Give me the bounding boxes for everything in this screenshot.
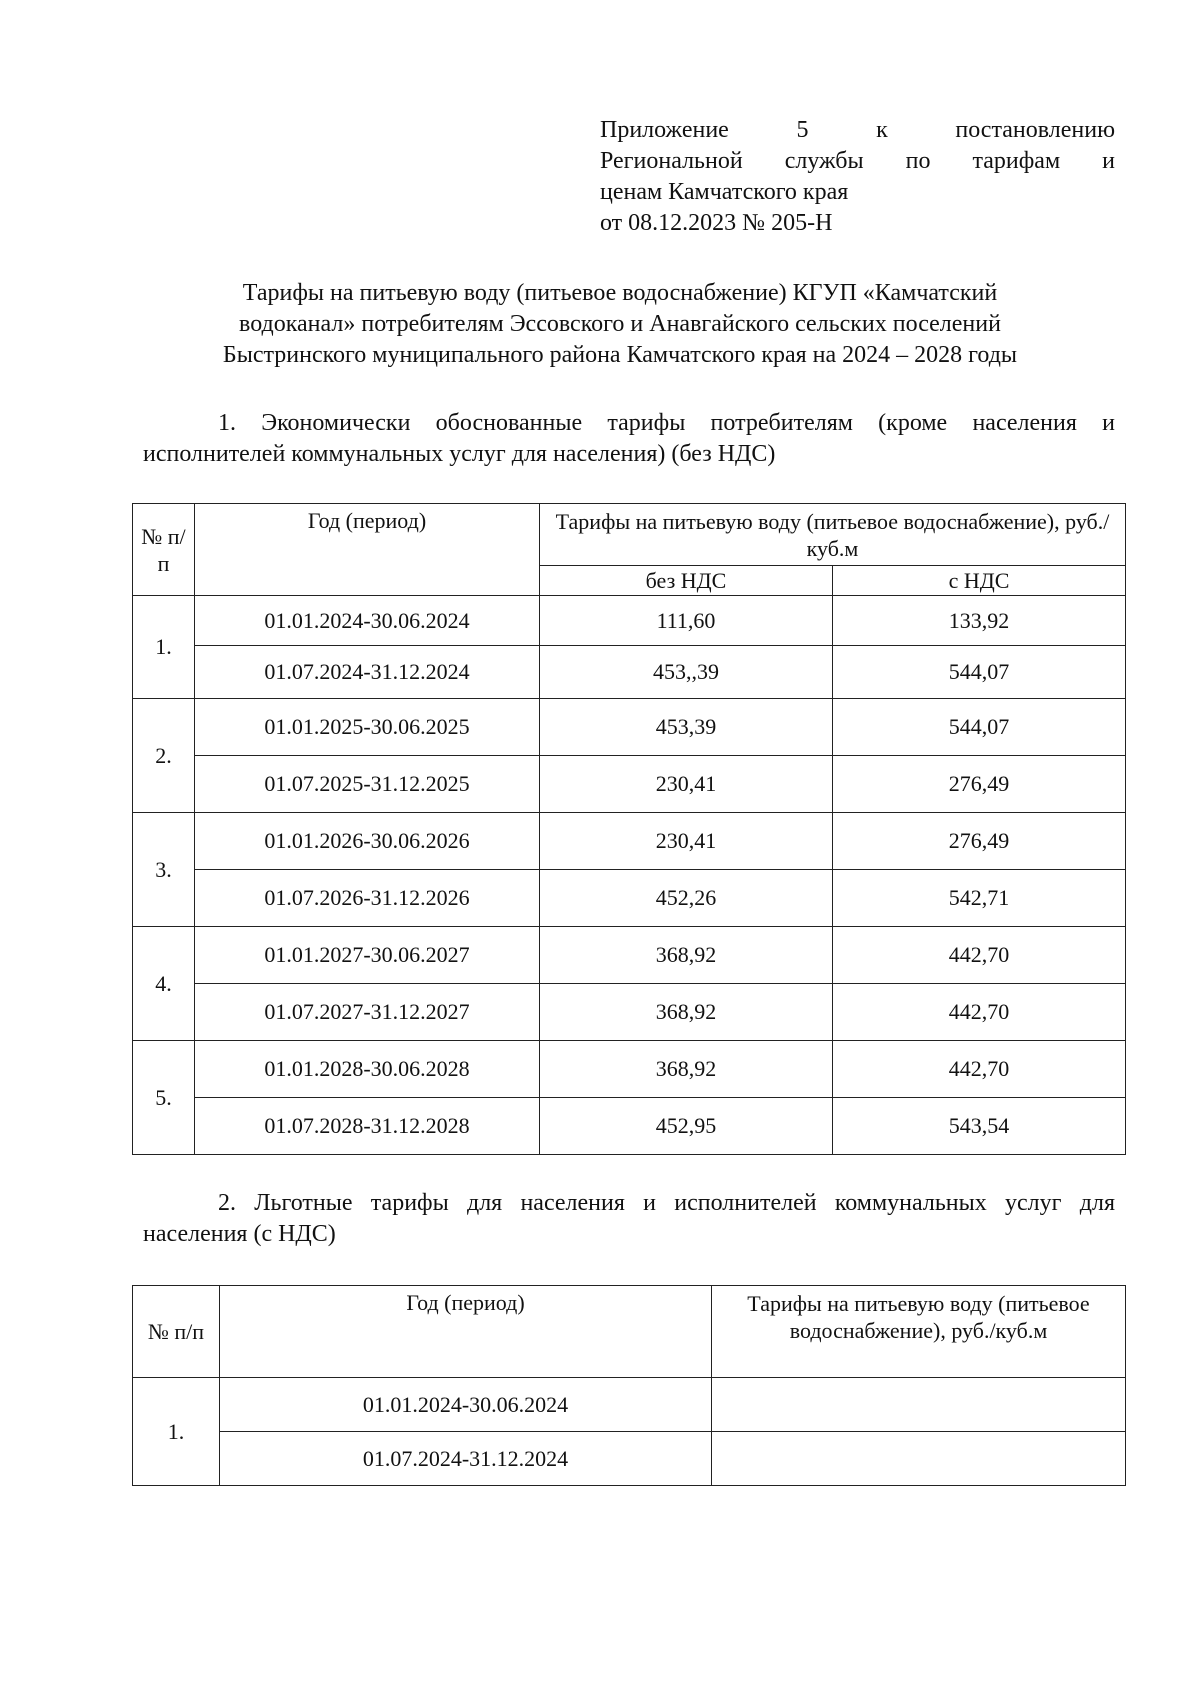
header-num: № п/п	[133, 1286, 220, 1378]
appendix-line-1: Приложение 5 к постановлению	[600, 117, 1115, 143]
period-cell: 01.01.2025-30.06.2025	[195, 699, 540, 756]
tariff-cell	[712, 1432, 1126, 1486]
period-cell: 01.01.2024-30.06.2024	[220, 1378, 712, 1432]
period-cell: 01.01.2026-30.06.2026	[195, 813, 540, 870]
table-row	[133, 1041, 1126, 1098]
row-number: 1.	[133, 1378, 220, 1486]
period-cell: 01.07.2028-31.12.2028	[195, 1098, 540, 1155]
table-row	[133, 813, 1126, 870]
appendix-line-2: Региональной службы по тарифам и	[600, 148, 1115, 174]
row-number: 3.	[133, 813, 195, 927]
document-title	[140, 278, 1100, 371]
header-period: Год (период)	[220, 1286, 712, 1378]
period-cell: 01.01.2027-30.06.2027	[195, 927, 540, 984]
tariff-no-vat-cell: 368,92	[540, 984, 833, 1041]
tariff-vat-cell: 543,54	[833, 1098, 1126, 1155]
table-row	[133, 756, 1126, 813]
table-row	[133, 1098, 1126, 1155]
tariff-no-vat-cell: 368,92	[540, 1041, 833, 1098]
header-num: № п/п	[133, 504, 195, 596]
table-row	[133, 646, 1126, 699]
period-cell: 01.07.2025-31.12.2025	[195, 756, 540, 813]
tariff-no-vat-cell: 368,92	[540, 927, 833, 984]
row-number: 5.	[133, 1041, 195, 1155]
appendix-line-4: от 08.12.2023 № 205-Н	[600, 210, 833, 236]
table-row	[133, 699, 1126, 756]
appendix-line-3: ценам Камчатского края	[600, 179, 849, 205]
table-row	[133, 870, 1126, 927]
tariff-vat-cell: 276,49	[833, 756, 1126, 813]
header-tariff: Тарифы на питьевую воду (питьевое водоснабжение), руб./куб.м	[712, 1286, 1126, 1378]
table-row	[133, 984, 1126, 1041]
row-number: 4.	[133, 927, 195, 1041]
tariff-table-economic	[132, 503, 1126, 1155]
tariff-no-vat-cell: 452,95	[540, 1098, 833, 1155]
title-line-3: Быстринского муниципального района Камчатского края на 2024 – 2028 годы	[222, 342, 1018, 368]
subheader-vat: с НДС	[833, 566, 1126, 596]
period-cell: 01.07.2024-31.12.2024	[195, 646, 540, 699]
subheader-no-vat: без НДС	[540, 566, 833, 596]
table-row	[133, 596, 1126, 646]
tariff-vat-cell: 442,70	[833, 984, 1126, 1041]
header-tariff: Тарифы на питьевую воду (питьевое водоснабжение), руб./куб.м	[540, 504, 1126, 566]
tariff-vat-cell: 542,71	[833, 870, 1126, 927]
appendix-reference	[600, 115, 1115, 239]
table-row	[133, 1432, 1126, 1486]
tariff-no-vat-cell: 111,60	[540, 596, 833, 646]
table-row	[133, 927, 1126, 984]
tariff-no-vat-cell: 230,41	[540, 813, 833, 870]
tariff-cell	[712, 1378, 1126, 1432]
tariff-vat-cell: 442,70	[833, 1041, 1126, 1098]
tariff-no-vat-cell: 452,26	[540, 870, 833, 927]
tariff-no-vat-cell: 453,39	[540, 699, 833, 756]
period-cell: 01.07.2027-31.12.2027	[195, 984, 540, 1041]
title-line-2: водоканал» потребителям Эссовского и Анавгайского сельских поселений	[239, 311, 1001, 337]
tariff-no-vat-cell: 453,,39	[540, 646, 833, 699]
section-2-heading: 2. Льготные тарифы для населения и исполнителей коммунальных услуг для населения (с НДС)	[143, 1190, 1115, 1247]
period-cell: 01.01.2024-30.06.2024	[195, 596, 540, 646]
tariff-vat-cell: 133,92	[833, 596, 1126, 646]
tariff-no-vat-cell: 230,41	[540, 756, 833, 813]
tariff-vat-cell: 544,07	[833, 646, 1126, 699]
tariff-vat-cell: 442,70	[833, 927, 1126, 984]
header-period: Год (период)	[195, 504, 540, 596]
tariff-table-preferential	[132, 1285, 1126, 1486]
period-cell: 01.07.2026-31.12.2026	[195, 870, 540, 927]
tariff-vat-cell: 276,49	[833, 813, 1126, 870]
tariff-vat-cell: 544,07	[833, 699, 1126, 756]
period-cell: 01.07.2024-31.12.2024	[220, 1432, 712, 1486]
period-cell: 01.01.2028-30.06.2028	[195, 1041, 540, 1098]
row-number: 2.	[133, 699, 195, 813]
section-1-heading: 1. Экономически обоснованные тарифы потребителям (кроме населения и исполнителей коммунальных услуг для населения) (без НДС)	[143, 410, 1115, 467]
table-row	[133, 1378, 1126, 1432]
title-line-1: Тарифы на питьевую воду (питьевое водоснабжение) КГУП «Камчатский	[242, 280, 998, 306]
row-number: 1.	[133, 596, 195, 699]
